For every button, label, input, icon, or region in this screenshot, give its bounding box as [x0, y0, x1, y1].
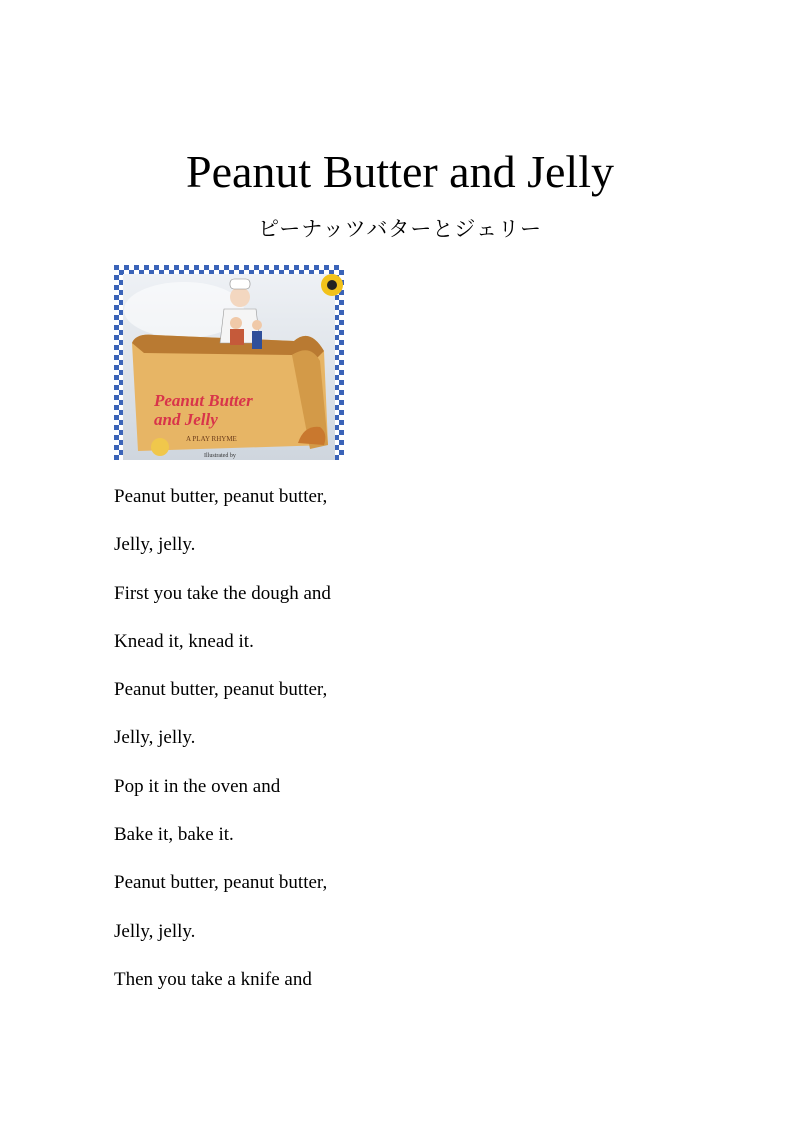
- cover-title-line2: and Jelly: [154, 410, 218, 429]
- cover-title-line1: Peanut Butter: [154, 391, 253, 410]
- cover-credit: Illustrated by: [204, 453, 236, 459]
- page-title: Peanut Butter and Jelly: [186, 146, 614, 197]
- lyric-line: Bake it, bake it.: [114, 824, 234, 846]
- lyric-line: Peanut butter, peanut butter,: [114, 872, 328, 894]
- lyric-line: Pop it in the oven and: [114, 775, 281, 797]
- lyric-line: Jelly, jelly.: [114, 534, 196, 556]
- page-subtitle: ピーナッツバターとジェリー: [258, 217, 542, 241]
- book-cover-image: [114, 265, 344, 460]
- cover-tagline: A PLAY RHYME: [186, 435, 237, 443]
- lyrics-list: [114, 482, 714, 1013]
- lyric-line: Then you take a knife and: [114, 968, 312, 990]
- lyric-line: Jelly, jelly.: [114, 727, 196, 749]
- lyric-line: Peanut butter, peanut butter,: [114, 679, 328, 701]
- lyric-line: Knead it, knead it.: [114, 630, 254, 652]
- lyric-line: Jelly, jelly.: [114, 920, 196, 942]
- lyric-line: Peanut butter, peanut butter,: [114, 486, 328, 507]
- lyric-line: First you take the dough and: [114, 582, 331, 604]
